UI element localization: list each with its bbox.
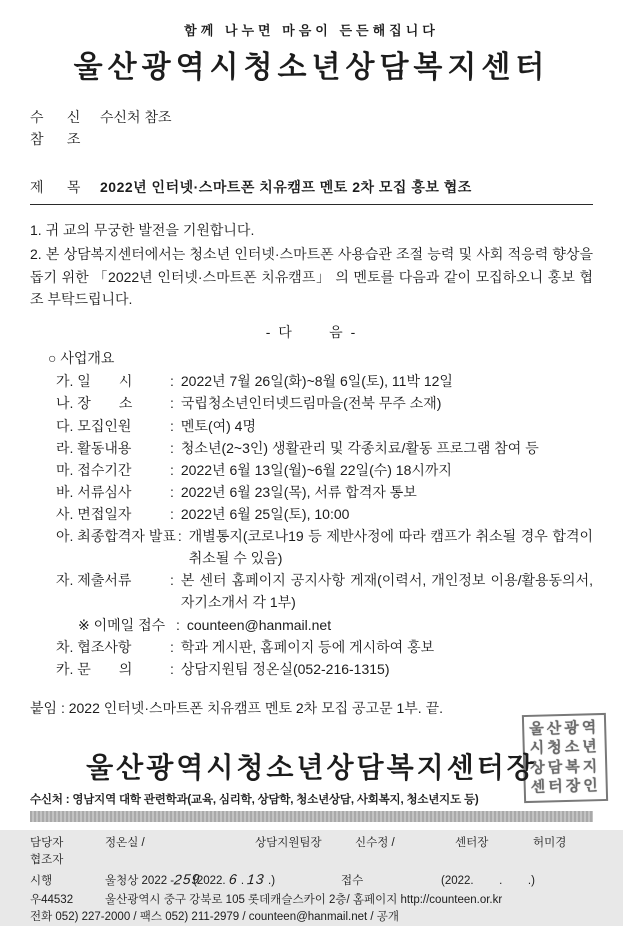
item-label: ※ 이메일 접수 [78, 616, 166, 633]
staff-role: 담당자 [30, 836, 64, 849]
item-value: 멘토(여) 4명 [180, 417, 256, 434]
item-value: 학과 게시판, 홈페이지 등에 게시하여 홍보 [180, 638, 435, 655]
document-body [30, 219, 593, 311]
daum-divider: - 다 음 - [265, 324, 358, 341]
recipient-to-value: 수신처 참조 [100, 109, 172, 125]
zip-code: 우44532 [30, 893, 74, 906]
contact-info: 전화 052) 227-2000 / 팩스 052) 211-2979 / counteen@hanmail.net / 공개 [30, 910, 400, 923]
item-label: 자. 제출서류 [56, 572, 132, 589]
item-colon: : [170, 395, 174, 412]
paragraph-purpose: 2. 본 상담복지센터에서는 청소년 인터넷·스마트폰 사용습관 조절 능력 및 사회 적응력 향상을 돕기 위한 「2022년 인터넷·스마트폰 치유캠프」 의 멘토를 다음과 같이 모집하오니 홍보 협조 부탁드립니다. [30, 246, 593, 307]
dispatch-label: 시행 [30, 875, 53, 888]
list-item [56, 481, 593, 503]
item-value: 상담지원팀 정온실(052-216-1315) [180, 660, 390, 677]
paragraph-greeting: 1. 귀 교의 무궁한 발전을 기원합니다. [30, 221, 255, 238]
item-label: 카. 문 의 [56, 660, 133, 677]
document-footer [30, 835, 593, 926]
item-value: 2022년 6월 25일(토), 10:00 [180, 506, 350, 522]
receipt-label: 접수 [341, 875, 364, 888]
overview-item-list [56, 370, 593, 680]
dispatch-date [193, 869, 341, 890]
document-number [105, 869, 202, 890]
item-colon: : [170, 660, 174, 677]
email-address: counteen@hanmail.net [186, 616, 332, 633]
list-item [56, 525, 593, 569]
item-value: 2022년 6월 23일(목), 서류 합격자 통보 [180, 483, 417, 500]
cooperator-label: 협조자 [30, 854, 64, 867]
date-pre: (2022. [193, 875, 226, 888]
dispatch-row [30, 869, 593, 890]
item-label: 마. 접수기간 [56, 461, 132, 478]
separator-bar [30, 811, 593, 822]
subject-title: 2022년 인터넷·스마트폰 치유캠프 멘토 2차 모집 홍보 협조 [100, 178, 472, 195]
item-colon: : [176, 616, 180, 633]
list-item [56, 636, 593, 658]
item-value: 2022년 7월 26일(화)~8월 6일(토), 11박 12일 [180, 373, 453, 390]
item-label: 다. 모집인원 [56, 417, 132, 434]
item-colon: : [170, 483, 174, 500]
recipient-cc-row [30, 128, 593, 150]
staff-name: 허미경 [533, 836, 567, 849]
item-label: 나. 장 소 [56, 395, 133, 412]
item-colon: : [170, 373, 174, 390]
distribution-list: 수신처 : 영남지역 대학 관련학과(교육, 심리학, 상담학, 청소년상담, 사회복지, 청소년지도 등) [30, 793, 479, 806]
section-title-overview: ○ 사업개요 [48, 350, 115, 367]
slogan: 함께 나누면 마음이 든든해집니다 [184, 23, 439, 38]
list-item [56, 569, 593, 613]
street-address: 울산광역시 중구 강북로 105 롯데캐슬스카이 2층/ 홈페이지 http://counteen.or.kr [105, 893, 503, 906]
stamp-text-row: 상담복지 [530, 757, 601, 777]
list-item [56, 392, 593, 414]
item-value: 2022년 6월 13일(월)~6월 22일(수) 18시까지 [180, 461, 452, 478]
date-post: .) [268, 875, 276, 888]
date-dot: . [240, 875, 245, 888]
staff-row [30, 835, 593, 852]
stamp-text-row: 센터장인 [530, 776, 601, 796]
list-item [56, 370, 593, 392]
stamp-text-row: 시청소년 [529, 737, 600, 757]
item-label: 바. 서류심사 [56, 483, 132, 500]
recipient-block [30, 106, 593, 151]
item-colon: : [177, 528, 182, 545]
attachment-line: 붙임 : 2022 인터넷·스마트폰 치유캠프 멘토 2차 모집 공고문 1부. 끝. [30, 699, 443, 716]
list-item-email-note [78, 614, 593, 636]
recipient-cc-label: 참 조 [30, 131, 81, 148]
doc-no-handwritten: 259 [173, 870, 202, 888]
date-month-handwritten: 6 [228, 871, 239, 888]
date-day-handwritten: 13 [246, 871, 266, 888]
list-item [56, 415, 593, 437]
subject-label: 제 목 [30, 178, 81, 195]
staff-name: 정온실 / [105, 836, 145, 849]
receipt-date-blank: (2022. . .) [441, 875, 535, 888]
list-item [56, 437, 593, 459]
item-colon: : [170, 417, 174, 434]
item-value: 본 센터 홈페이지 공지사항 게재(이력서, 개인정보 이용/활용동의서, 자기소개서 각 1부) [180, 572, 593, 611]
recipient-to-row [30, 106, 593, 128]
subject-row [30, 177, 593, 205]
staff-role: 센터장 [455, 836, 489, 849]
signoff-block [30, 718, 601, 822]
item-label: 차. 협조사항 [56, 638, 132, 655]
list-item [56, 503, 593, 525]
item-value: 국립청소년인터넷드림마을(전북 무주 소재) [180, 395, 442, 412]
item-value: 개별통지(코로나19 등 제반사정에 따라 캠프가 취소될 경우 합격이 취소될 수 있음) [188, 528, 593, 567]
staff-role: 상담지원팀장 [255, 836, 322, 849]
item-colon: : [170, 506, 174, 522]
org-head-signature: 울산광역시청소년상담복지센터장 [86, 751, 537, 783]
list-item [56, 658, 593, 680]
item-label: 사. 면접일자 [56, 506, 132, 522]
list-item [56, 459, 593, 481]
item-value: 청소년(2~3인) 생활관리 및 각종치료/활동 프로그램 참여 등 [180, 439, 539, 456]
item-label: 가. 일 시 [56, 373, 133, 390]
cooperator-row [30, 852, 593, 869]
doc-no-prefix: 울청상 2022 - [105, 875, 175, 888]
stamp-text-row: 울산광역 [529, 718, 600, 738]
staff-name: 신수정 / [355, 836, 395, 849]
item-label: 아. 최종합격자 발표 [56, 528, 176, 545]
item-colon: : [170, 572, 174, 589]
item-colon: : [170, 461, 174, 478]
recipient-to-label: 수 신 [30, 109, 81, 125]
item-label: 라. 활동내용 [56, 439, 132, 456]
item-colon: : [170, 638, 174, 655]
contact-row [30, 909, 593, 926]
org-name-title: 울산광역시청소년상담복지센터 [73, 51, 550, 84]
address-row [30, 892, 593, 909]
item-colon: : [170, 439, 174, 456]
